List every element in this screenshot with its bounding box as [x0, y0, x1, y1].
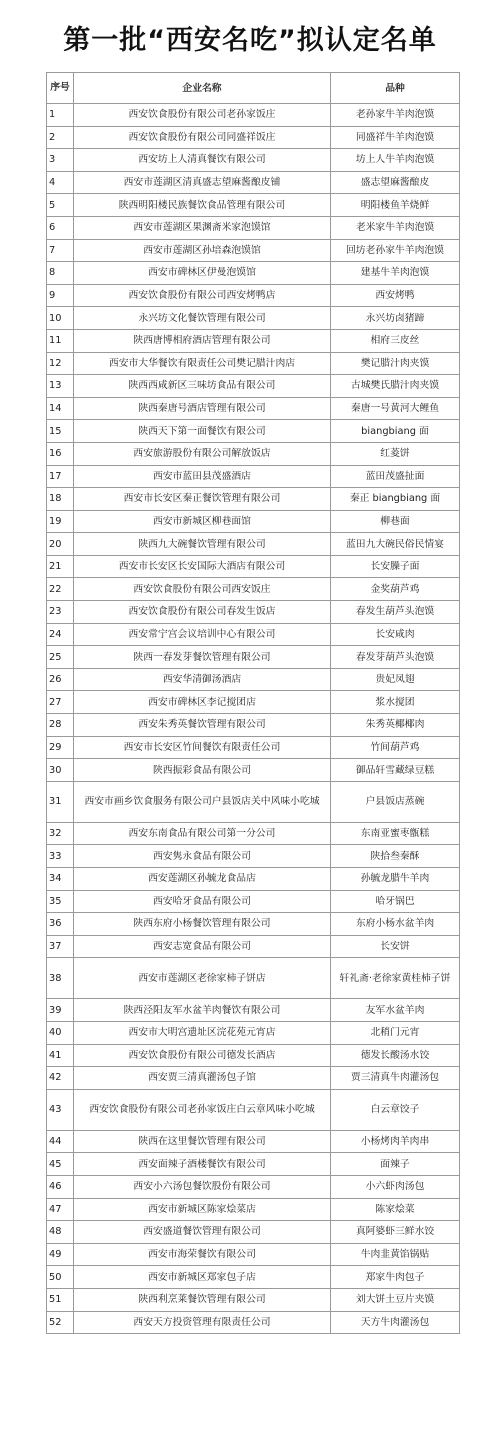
company-name-cell: 西安市碑林区李记搅团店 [74, 691, 331, 714]
product-cell: 御品轩雪藏绿豆糕 [331, 759, 460, 782]
company-name-cell: 西安志宽食品有限公司 [74, 935, 331, 958]
company-name-cell: 西安市新城区郑家包子店 [74, 1266, 331, 1289]
row-number: 31 [47, 781, 74, 822]
column-header-product: 品种 [331, 73, 460, 104]
table-row [47, 397, 460, 420]
product-cell: 回坊老孙家牛羊肉泡馍 [331, 239, 460, 262]
product-cell: 轩礼斋·老徐家黄桂柿子饼 [331, 958, 460, 999]
table-row [47, 104, 460, 127]
product-cell: 蓝田九大碗民俗民情宴 [331, 533, 460, 556]
row-number: 38 [47, 958, 74, 999]
product-cell: 户县饭店蒸碗 [331, 781, 460, 822]
table-header [47, 73, 460, 104]
row-number: 46 [47, 1175, 74, 1198]
company-name-cell: 陕西九大碗餐饮管理有限公司 [74, 533, 331, 556]
company-name-cell: 西安市海荣餐饮有限公司 [74, 1243, 331, 1266]
product-cell: 长安臊子面 [331, 555, 460, 578]
product-cell: 朱秀英椰椰肉 [331, 714, 460, 737]
product-cell: 陈家烩菜 [331, 1198, 460, 1221]
table-row [47, 1266, 460, 1289]
table-row [47, 1153, 460, 1176]
table-row [47, 714, 460, 737]
product-cell: biangbiang 面 [331, 420, 460, 443]
table-row [47, 668, 460, 691]
product-cell: 北稍门元宵 [331, 1021, 460, 1044]
product-cell: 红菱饼 [331, 442, 460, 465]
row-number: 8 [47, 262, 74, 285]
product-cell: 相府三皮丝 [331, 329, 460, 352]
row-number: 3 [47, 149, 74, 172]
product-cell: 天方牛肉灌汤包 [331, 1311, 460, 1334]
product-cell: 秦正 biangbiang 面 [331, 488, 460, 511]
company-name-cell: 西安市莲湖区果渊斋米家泡馍馆 [74, 216, 331, 239]
company-name-cell: 西安旅游股份有限公司解放饭店 [74, 442, 331, 465]
company-name-cell: 西安朱秀英餐饮管理有限公司 [74, 714, 331, 737]
row-number: 36 [47, 913, 74, 936]
table-row [47, 488, 460, 511]
product-cell: 老米家牛羊肉泡馍 [331, 216, 460, 239]
row-number: 35 [47, 890, 74, 913]
table-row [47, 149, 460, 172]
company-name-cell: 西安莲湖区孙毓龙食品店 [74, 868, 331, 891]
company-name-cell: 西安常宁宫会议培训中心有限公司 [74, 623, 331, 646]
table-row [47, 759, 460, 782]
product-cell: 竹间葫芦鸡 [331, 736, 460, 759]
company-name-cell: 西安盛道餐饮管理有限公司 [74, 1221, 331, 1244]
product-cell: 秦唐一号黄河大鲤鱼 [331, 397, 460, 420]
product-cell: 蓝田茂盛扯面 [331, 465, 460, 488]
table-row [47, 442, 460, 465]
table-row [47, 1175, 460, 1198]
product-cell: 浆水搅团 [331, 691, 460, 714]
company-name-cell: 西安饮食股份有限公司德发长酒店 [74, 1044, 331, 1067]
product-cell: 长安咸肉 [331, 623, 460, 646]
row-number: 34 [47, 868, 74, 891]
row-number: 49 [47, 1243, 74, 1266]
row-number: 23 [47, 601, 74, 624]
row-number: 39 [47, 999, 74, 1022]
product-cell: 刘大饼土豆片夹馍 [331, 1288, 460, 1311]
company-name-cell: 西安饮食股份有限公司老孙家饭庄 [74, 104, 331, 127]
row-number: 6 [47, 216, 74, 239]
table-row [47, 691, 460, 714]
table-row [47, 646, 460, 669]
product-cell: 白云章饺子 [331, 1089, 460, 1130]
table-row [47, 194, 460, 217]
table-row [47, 329, 460, 352]
product-cell: 坊上人牛羊肉泡馍 [331, 149, 460, 172]
table-row [47, 822, 460, 845]
product-cell: 古城樊氏腊汁肉夹馍 [331, 375, 460, 398]
company-name-cell: 西安东南食品有限公司第一分公司 [74, 822, 331, 845]
table-row [47, 555, 460, 578]
company-name-cell: 西安市长安区竹间餐饮有限责任公司 [74, 736, 331, 759]
company-name-cell: 西安饮食股份有限公司春发生饭店 [74, 601, 331, 624]
table-row [47, 1221, 460, 1244]
product-cell: 陕拾叁秦酥 [331, 845, 460, 868]
company-name-cell: 西安市莲湖区孙培森泡馍馆 [74, 239, 331, 262]
product-cell: 春发芽葫芦头泡馍 [331, 646, 460, 669]
column-header-number: 序号 [47, 73, 74, 104]
company-name-cell: 陕西天下第一面餐饮有限公司 [74, 420, 331, 443]
product-cell: 牛肉韭黄馅锅贴 [331, 1243, 460, 1266]
row-number: 43 [47, 1089, 74, 1130]
row-number: 19 [47, 510, 74, 533]
company-name-cell: 西安饮食股份有限公司西安烤鸭店 [74, 284, 331, 307]
column-header-company: 企业名称 [74, 73, 331, 104]
company-name-cell: 西安贾三清真灌汤包子馆 [74, 1067, 331, 1090]
company-name-cell: 陕西振彩食品有限公司 [74, 759, 331, 782]
company-name-cell: 西安坊上人清真餐饮有限公司 [74, 149, 331, 172]
company-name-cell: 西安小六汤包餐饮股份有限公司 [74, 1175, 331, 1198]
row-number: 17 [47, 465, 74, 488]
row-number: 40 [47, 1021, 74, 1044]
table-row [47, 1198, 460, 1221]
product-cell: 小六虾肉汤包 [331, 1175, 460, 1198]
company-name-cell: 西安市莲湖区老徐家柿子饼店 [74, 958, 331, 999]
company-name-cell: 西安市长安区长安国际大酒店有限公司 [74, 555, 331, 578]
product-cell: 永兴坊卤猪蹄 [331, 307, 460, 330]
row-number: 44 [47, 1130, 74, 1153]
row-number: 42 [47, 1067, 74, 1090]
table-row [47, 216, 460, 239]
company-name-cell: 陕西泾阳友军水盆羊肉餐饮有限公司 [74, 999, 331, 1022]
row-number: 26 [47, 668, 74, 691]
row-number: 52 [47, 1311, 74, 1334]
row-number: 16 [47, 442, 74, 465]
row-number: 22 [47, 578, 74, 601]
row-number: 4 [47, 171, 74, 194]
row-number: 13 [47, 375, 74, 398]
table-row [47, 736, 460, 759]
product-cell: 老孙家牛羊肉泡馍 [331, 104, 460, 127]
table-row [47, 533, 460, 556]
table-row [47, 126, 460, 149]
table-row [47, 1288, 460, 1311]
row-number: 41 [47, 1044, 74, 1067]
row-number: 48 [47, 1221, 74, 1244]
product-cell: 真阿婆虾三鲜水饺 [331, 1221, 460, 1244]
row-number: 12 [47, 352, 74, 375]
table-row [47, 1089, 460, 1130]
product-cell: 哈牙锅巴 [331, 890, 460, 913]
row-number: 28 [47, 714, 74, 737]
row-number: 33 [47, 845, 74, 868]
company-name-cell: 西安市莲湖区清真盛志望麻酱酿皮铺 [74, 171, 331, 194]
table-row [47, 1243, 460, 1266]
table-row [47, 999, 460, 1022]
company-name-cell: 陕西明阳楼民族餐饮食品管理有限公司 [74, 194, 331, 217]
company-name-cell: 西安市蓝田县茂盛酒店 [74, 465, 331, 488]
company-name-cell: 西安饮食股份有限公司老孙家饭庄白云章风味小吃城 [74, 1089, 331, 1130]
product-cell: 郑家牛肉包子 [331, 1266, 460, 1289]
table-row [47, 623, 460, 646]
company-name-cell: 陕西秦唐号酒店管理有限公司 [74, 397, 331, 420]
table-row [47, 578, 460, 601]
row-number: 15 [47, 420, 74, 443]
table-row [47, 352, 460, 375]
product-cell: 孙毓龙腊牛羊肉 [331, 868, 460, 891]
page-title: 第一批“西安名吃”拟认定名单 [63, 25, 437, 56]
table-row [47, 171, 460, 194]
row-number: 21 [47, 555, 74, 578]
row-number: 25 [47, 646, 74, 669]
product-cell: 建基牛羊肉泡馍 [331, 262, 460, 285]
food-list-table [46, 72, 460, 1334]
table-row [47, 845, 460, 868]
product-cell: 盛志望麻酱酿皮 [331, 171, 460, 194]
table-row [47, 1021, 460, 1044]
table-row [47, 1044, 460, 1067]
row-number: 2 [47, 126, 74, 149]
company-name-cell: 陕西利烹莱餐饮管理有限公司 [74, 1288, 331, 1311]
row-number: 20 [47, 533, 74, 556]
row-number: 51 [47, 1288, 74, 1311]
table-row [47, 284, 460, 307]
product-cell: 友军水盆羊肉 [331, 999, 460, 1022]
table-row [47, 890, 460, 913]
table-row [47, 958, 460, 999]
company-name-cell: 永兴坊文化餐饮管理有限公司 [74, 307, 331, 330]
company-name-cell: 西安隽永食品有限公司 [74, 845, 331, 868]
product-cell: 柳巷面 [331, 510, 460, 533]
company-name-cell: 西安市碑林区伊曼泡馍馆 [74, 262, 331, 285]
row-number: 1 [47, 104, 74, 127]
company-name-cell: 陕西东府小杨餐饮管理有限公司 [74, 913, 331, 936]
product-cell: 德发长酸汤水饺 [331, 1044, 460, 1067]
row-number: 5 [47, 194, 74, 217]
row-number: 27 [47, 691, 74, 714]
product-cell: 明阳楼鱼羊烧鲜 [331, 194, 460, 217]
company-name-cell: 西安饮食股份有限公司西安饭庄 [74, 578, 331, 601]
product-cell: 西安烤鸭 [331, 284, 460, 307]
row-number: 14 [47, 397, 74, 420]
company-name-cell: 西安市长安区秦正餐饮管理有限公司 [74, 488, 331, 511]
table-row [47, 935, 460, 958]
row-number: 18 [47, 488, 74, 511]
company-name-cell: 西安饮食股份有限公司同盛祥饭庄 [74, 126, 331, 149]
table-row [47, 601, 460, 624]
product-cell: 面辣子 [331, 1153, 460, 1176]
company-name-cell: 西安华清御汤酒店 [74, 668, 331, 691]
product-cell: 樊记腊汁肉夹馍 [331, 352, 460, 375]
row-number: 37 [47, 935, 74, 958]
company-name-cell: 西安市新城区柳巷面馆 [74, 510, 331, 533]
table-row [47, 307, 460, 330]
row-number: 29 [47, 736, 74, 759]
product-cell: 金奖葫芦鸡 [331, 578, 460, 601]
table-row [47, 375, 460, 398]
company-name-cell: 陕西唐博相府酒店管理有限公司 [74, 329, 331, 352]
company-name-cell: 西安哈牙食品有限公司 [74, 890, 331, 913]
row-number: 50 [47, 1266, 74, 1289]
table-header-row [47, 73, 460, 104]
row-number: 7 [47, 239, 74, 262]
company-name-cell: 西安市大华餐饮有限责任公司樊记腊汁肉店 [74, 352, 331, 375]
company-name-cell: 西安市新城区陈家烩菜店 [74, 1198, 331, 1221]
table-body [47, 104, 460, 1334]
table-row [47, 420, 460, 443]
product-cell: 小杨烤肉羊肉串 [331, 1130, 460, 1153]
row-number: 30 [47, 759, 74, 782]
row-number: 32 [47, 822, 74, 845]
company-name-cell: 西安市画乡饮食服务有限公司户县饭店关中风味小吃城 [74, 781, 331, 822]
table-row [47, 510, 460, 533]
product-cell: 长安饼 [331, 935, 460, 958]
table-row [47, 868, 460, 891]
table-row [47, 1311, 460, 1334]
table-row [47, 781, 460, 822]
product-cell: 同盛祥牛羊肉泡馍 [331, 126, 460, 149]
product-cell: 东南亚蜜枣甑糕 [331, 822, 460, 845]
row-number: 9 [47, 284, 74, 307]
company-name-cell: 西安天方投资管理有限责任公司 [74, 1311, 331, 1334]
row-number: 24 [47, 623, 74, 646]
company-name-cell: 陕西一春发芽餐饮管理有限公司 [74, 646, 331, 669]
product-cell: 东府小杨水盆羊肉 [331, 913, 460, 936]
table-row [47, 239, 460, 262]
company-name-cell: 西安市大明宫遗址区浣花苑元宵店 [74, 1021, 331, 1044]
row-number: 45 [47, 1153, 74, 1176]
table-row [47, 465, 460, 488]
table-row [47, 1067, 460, 1090]
row-number: 10 [47, 307, 74, 330]
product-cell: 贾三清真牛肉灌汤包 [331, 1067, 460, 1090]
row-number: 11 [47, 329, 74, 352]
table-row [47, 1130, 460, 1153]
product-cell: 贵妃凤翅 [331, 668, 460, 691]
row-number: 47 [47, 1198, 74, 1221]
product-cell: 春发生葫芦头泡馍 [331, 601, 460, 624]
table-row [47, 262, 460, 285]
table-row [47, 913, 460, 936]
company-name-cell: 陕西西咸新区三味坊食品有限公司 [74, 375, 331, 398]
company-name-cell: 西安面辣子酒楼餐饮有限公司 [74, 1153, 331, 1176]
company-name-cell: 陕西在这里餐饮管理有限公司 [74, 1130, 331, 1153]
